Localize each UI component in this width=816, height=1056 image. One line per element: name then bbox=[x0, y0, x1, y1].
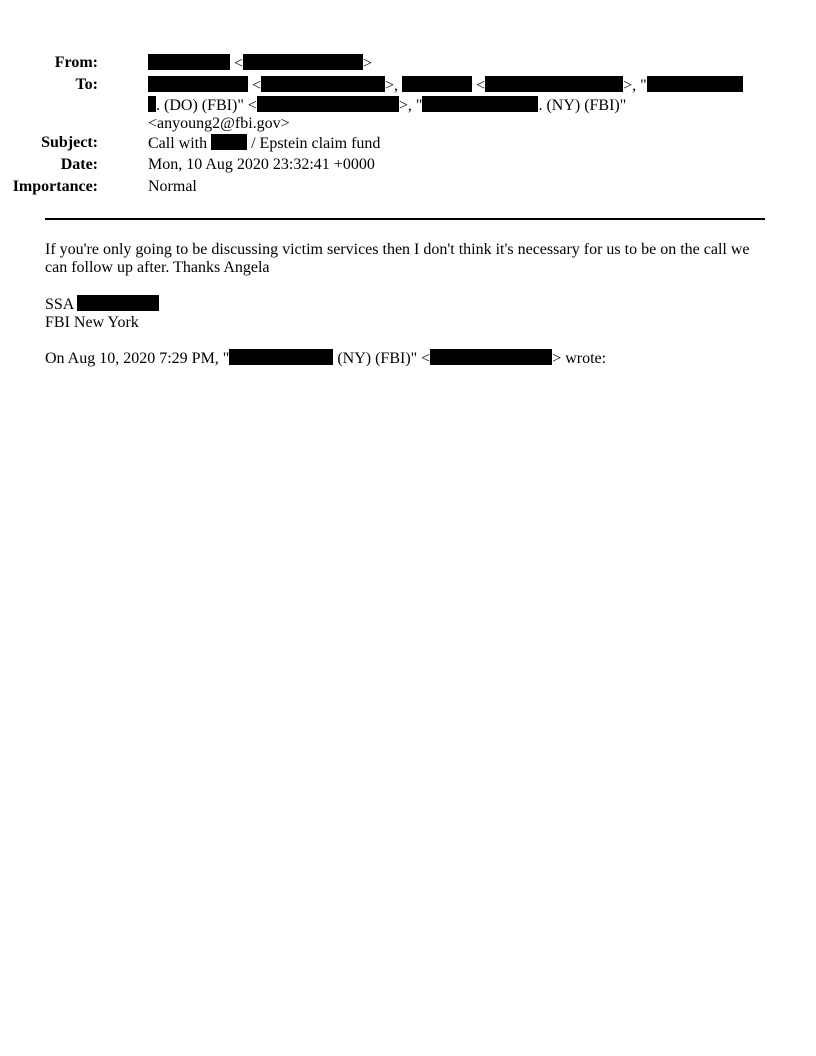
subject-row bbox=[0, 134, 770, 156]
redaction-block bbox=[148, 54, 230, 70]
quote-header-line bbox=[45, 349, 765, 368]
from-value bbox=[148, 54, 372, 73]
from-row bbox=[0, 54, 770, 76]
redaction-block bbox=[77, 295, 159, 311]
from-label: From: bbox=[54, 54, 98, 71]
to-text-1: < bbox=[252, 77, 262, 94]
subject-text-before: Call with bbox=[148, 135, 208, 152]
date-row bbox=[0, 156, 770, 178]
quote-prefix: On Aug 10, 2020 7:29 PM, " bbox=[45, 350, 230, 367]
signature-office: FBI New York bbox=[45, 314, 139, 331]
redaction-block bbox=[430, 349, 552, 365]
quote-suffix: > wrote: bbox=[552, 350, 607, 367]
signature bbox=[45, 295, 765, 332]
to-text-3: < bbox=[476, 77, 486, 94]
message-body bbox=[45, 241, 765, 277]
message-line-1: If you're only going to be discussing victim services then I don't think it's necessary for us to be on the call we bbox=[45, 241, 750, 258]
to-text-6: >, " bbox=[398, 97, 423, 114]
message-line-2: can follow up after. Thanks Angela bbox=[45, 259, 270, 276]
to-value-line1 bbox=[148, 76, 743, 95]
redaction-block bbox=[211, 134, 247, 150]
importance-row bbox=[0, 178, 770, 200]
subject-label: Subject: bbox=[41, 134, 98, 151]
to-text-4: >, " bbox=[623, 77, 647, 94]
quote-middle: (NY) (FBI)" < bbox=[333, 350, 431, 367]
redaction-block bbox=[261, 76, 385, 92]
redaction-block bbox=[485, 76, 623, 92]
header-divider bbox=[45, 218, 765, 220]
to-value-line2 bbox=[148, 96, 626, 115]
importance-label: Importance: bbox=[12, 178, 98, 195]
to-text-2: >, bbox=[385, 77, 399, 94]
redaction-block bbox=[647, 76, 743, 92]
to-label: To: bbox=[75, 76, 98, 93]
redaction-block bbox=[148, 76, 248, 92]
signature-title: SSA bbox=[45, 296, 74, 313]
date-value: Mon, 10 Aug 2020 23:32:41 +0000 bbox=[148, 156, 375, 173]
date-label: Date: bbox=[60, 156, 98, 173]
redaction-block bbox=[257, 96, 399, 112]
redaction-block bbox=[422, 96, 538, 112]
to-row bbox=[0, 76, 770, 98]
subject-value bbox=[148, 134, 380, 153]
to-text-5: . (DO) (FBI)" < bbox=[156, 97, 257, 114]
redaction-block bbox=[148, 96, 156, 112]
importance-value: Normal bbox=[148, 178, 197, 195]
redaction-block bbox=[402, 76, 472, 92]
to-text-7: . (NY) (FBI)" bbox=[538, 97, 627, 114]
from-open-bracket: < bbox=[234, 55, 244, 72]
subject-text-after: / Epstein claim fund bbox=[251, 135, 381, 152]
redaction-block bbox=[243, 54, 363, 70]
to-email: <anyoung2@fbi.gov> bbox=[148, 115, 290, 132]
redaction-block bbox=[229, 349, 333, 365]
signature-title-line bbox=[45, 295, 765, 314]
quote-header bbox=[45, 349, 765, 368]
from-close-bracket: > bbox=[363, 55, 373, 72]
